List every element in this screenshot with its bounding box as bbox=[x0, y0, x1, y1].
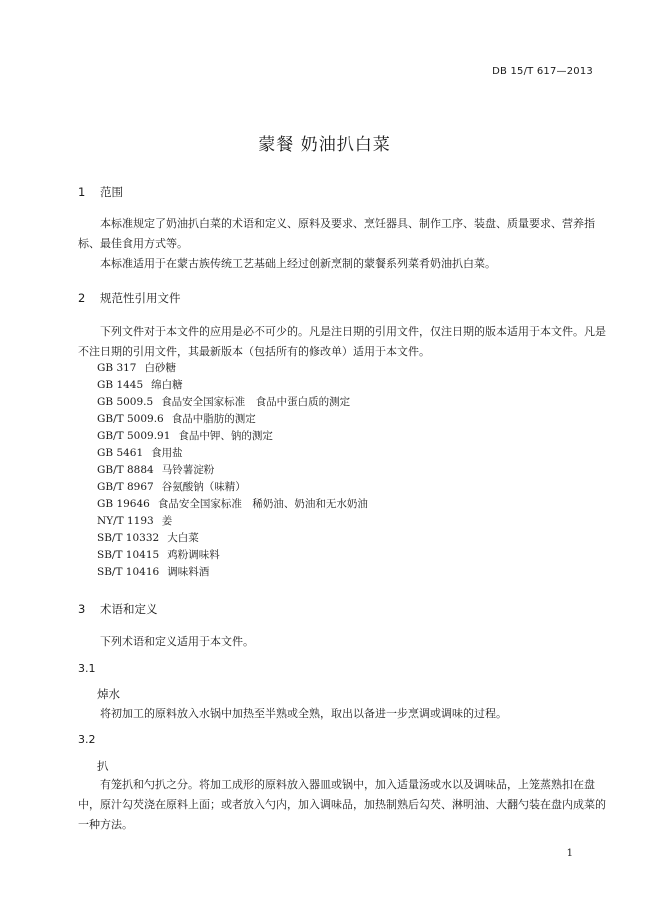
reference-name: 白砂糖 bbox=[144, 362, 176, 374]
reference-code: SB/T 10332 bbox=[97, 532, 160, 544]
section-1-heading bbox=[78, 184, 123, 200]
reference-item bbox=[97, 394, 350, 409]
reference-code: GB 5009.5 bbox=[97, 396, 154, 408]
reference-code: SB/T 10416 bbox=[97, 566, 160, 578]
reference-name: 食品安全国家标准 稀奶油、奶油和无水奶油 bbox=[157, 498, 368, 510]
reference-item bbox=[97, 377, 183, 392]
reference-code: SB/T 10415 bbox=[97, 549, 160, 561]
reference-code: GB 5461 bbox=[97, 447, 144, 459]
reference-name: 鸡粉调味料 bbox=[167, 549, 220, 561]
reference-code: GB/T 8884 bbox=[97, 464, 154, 476]
reference-code: GB 1445 bbox=[97, 379, 144, 391]
reference-code: GB/T 5009.6 bbox=[97, 413, 164, 425]
section-1-paragraph-1: 本标准规定了奶油扒白菜的术语和定义、原料及要求、烹饪器具、制作工序、装盘、质量要求、营养指标、最佳食用方式等。 bbox=[78, 217, 595, 250]
term-name: 焯水 bbox=[97, 687, 120, 701]
reference-name: 马铃薯淀粉 bbox=[161, 464, 215, 476]
reference-code: GB/T 5009.91 bbox=[97, 430, 171, 442]
term-name: 扒 bbox=[97, 759, 109, 773]
term-number: 3.1 bbox=[78, 662, 96, 675]
reference-item bbox=[97, 445, 183, 460]
section-1-paragraph-2: 本标准适用于在蒙古族传统工艺基础上经过创新烹制的蒙餐系列菜肴奶油扒白菜。 bbox=[100, 257, 496, 270]
section-3-intro: 下列术语和定义适用于本文件。 bbox=[100, 635, 254, 648]
term-definition: 将初加工的原料放入水锅中加热至半熟或全熟，取出以备进一步烹调或调味的过程。 bbox=[100, 707, 507, 720]
section-3-heading bbox=[78, 601, 158, 617]
term-number: 3.2 bbox=[78, 733, 96, 746]
reference-name: 谷氨酸钠（味精） bbox=[161, 481, 246, 493]
section-title: 范围 bbox=[100, 185, 123, 199]
reference-code: GB 19646 bbox=[97, 498, 150, 510]
reference-code: GB/T 8967 bbox=[97, 481, 154, 493]
section-2-heading bbox=[78, 290, 181, 306]
reference-code: GB 317 bbox=[97, 362, 137, 374]
reference-item bbox=[97, 530, 199, 545]
section-2-intro: 下列文件对于本文件的应用是必不可少的。凡是注日期的引用文件，仅注日期的版本适用于本文件。凡是不注日期的引用文件，其最新版本（包括所有的修改单）适用于本文件。 bbox=[78, 325, 606, 358]
reference-item bbox=[97, 547, 220, 562]
reference-item bbox=[97, 462, 214, 477]
section-title: 规范性引用文件 bbox=[100, 291, 181, 305]
reference-item bbox=[97, 564, 209, 579]
reference-name: 食用盐 bbox=[151, 447, 183, 459]
reference-item bbox=[97, 411, 256, 426]
reference-name: 姜 bbox=[161, 515, 173, 527]
reference-item bbox=[97, 496, 368, 511]
section-number: 1 bbox=[78, 185, 86, 199]
term-definition: 有笼扒和勺扒之分。将加工成形的原料放入器皿或锅中，加入适量汤或水以及调味品，上笼蒸熟扣在盘中，原汁勾芡浇在原料上面；或者放入勺内，加入调味品，加热制熟后勾芡、淋明油、大翻勺装在盘内成菜的一种方法。 bbox=[78, 778, 606, 831]
reference-name: 绵白糖 bbox=[151, 379, 183, 391]
reference-code: NY/T 1193 bbox=[97, 515, 154, 527]
reference-item bbox=[97, 479, 246, 494]
reference-name: 大白菜 bbox=[167, 532, 199, 544]
reference-name: 调味料酒 bbox=[167, 566, 210, 578]
document-title: 蒙餐 奶油扒白菜 bbox=[258, 135, 391, 155]
section-number: 3 bbox=[78, 602, 86, 616]
reference-name: 食品中钾、钠的测定 bbox=[178, 430, 273, 442]
page-number: 1 bbox=[566, 848, 573, 859]
reference-item bbox=[97, 428, 273, 443]
standard-number: DB 15/T 617—2013 bbox=[492, 66, 593, 77]
reference-item bbox=[97, 360, 176, 375]
reference-name: 食品中脂肪的测定 bbox=[171, 413, 256, 425]
section-number: 2 bbox=[78, 291, 86, 305]
reference-name: 食品安全国家标准 食品中蛋白质的测定 bbox=[161, 396, 351, 408]
section-title: 术语和定义 bbox=[100, 602, 158, 616]
reference-item bbox=[97, 513, 172, 528]
